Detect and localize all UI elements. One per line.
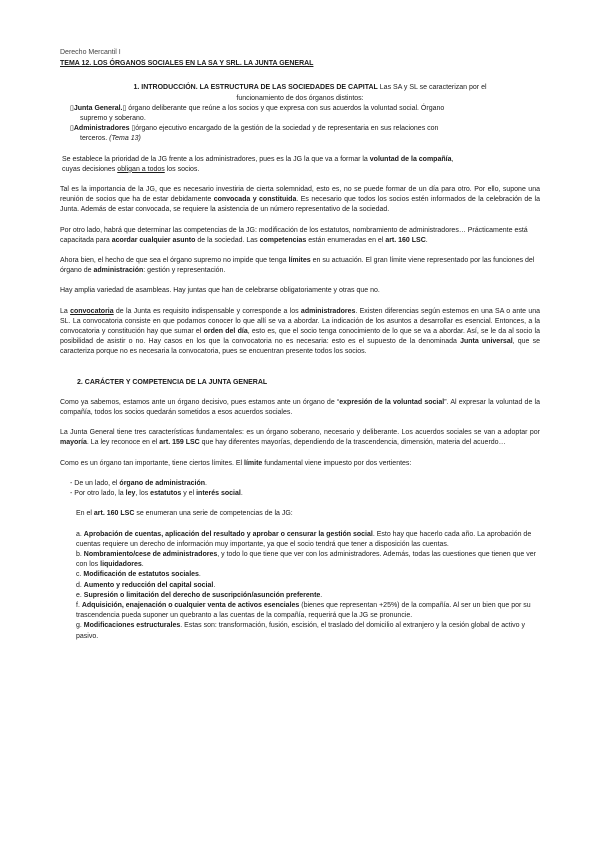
paragraph-prioridad: Se establece la prioridad de la JG frente a los administradores, pues es la JG la que va a formar la voluntad de la compañía, cuyas decisiones obligan a todos los socios. <box>62 155 454 173</box>
missing-glyph-icon: ▯ <box>129 125 136 133</box>
missing-glyph-icon: ▯ <box>70 104 74 112</box>
paragraph-asambleas: Hay amplia variedad de asambleas. Hay juntas que han de celebrarse obligatoriamente y otras que no. <box>60 287 380 295</box>
paragraph-competencias: Por otro lado, habrá que determinar las competencias de la JG: modificación de los estatutos, nombramiento de administradores… Prácticamente está capacitada para acordar cualquier asunto de la sociedad. Las competencias están enumeradas en el art. 160 LSC. <box>60 226 528 244</box>
paragraph-solemnidad: Tal es la importancia de la JG, que es necesario investiria de cierta solemnidad, esto es, no se puede formar de un día para otro. Por ello, supone una reunión de socios que ha de estar debidamente convocada y constituida. Es necesario que todos los socios estén informados de la celebración de la Junta. Además de estar convocada, se requiere la asistencia de un número representativo de la sociedad. <box>60 186 540 214</box>
course-header: Derecho Mercantil I <box>60 49 121 56</box>
list-item: d. Aumento y reducción del capital social. <box>76 581 216 589</box>
paragraph-convocatoria: La convocatoria de la Junta es requisito indispensable y corresponde a los administradores. Existen diferencias según estemos en una SA o ante una SL. La convocatoria consiste en que podamos conocer lo que allí se va a abordar. La indicación de los asuntos a desarrollar es esencial. Entonces, a la convocatoria y constitución hay que sumar el orden del día, esto es, que el socio tenga conocimiento de lo que se va a abordar. Así, se le da al socio la posibilidad de asistir o no. Hay casos en los que la convocatoria no es necesaria: esto es el supuesto de la denominada Junta universal, que se caracteriza porque no es necesaria la convocatoria, pues se encuentran presente todos los socios. <box>60 307 541 356</box>
document-title: TEMA 12. LOS ÓRGANOS SOCIALES EN LA SA Y SRL. LA JUNTA GENERAL <box>60 60 314 68</box>
paragraph-voluntad: Como ya sabemos, estamos ante un órgano decisivo, pues estamos ante un órgano de “expresión de la voluntad social”. Al expresar la voluntad de la compañía, todos los socios quedarán sometidos a esos acuerdos sociales. <box>60 398 540 417</box>
paragraph-art160: En el art. 160 LSC se enumeran una serie de competencias de la JG: <box>76 510 293 518</box>
list-item: e. Supresión o limitación del derecho de suscripción/asunción preferente. <box>76 591 323 599</box>
section1-heading-text: 1. INTRODUCCIÓN. LA ESTRUCTURA DE LAS SOCIEDADES DE CAPITAL <box>133 84 378 92</box>
paragraph-limites: Ahora bien, el hecho de que sea el órgano supremo no impide que tenga límites en su actuación. El gran límite viene representado por las funciones del órgano de administración: gestión y representación. <box>60 257 535 275</box>
paragraph-limite-fundamental: Como es un órgano tan importante, tiene ciertos límites. El límite fundamental viene impuesto por dos vertientes: <box>60 459 412 467</box>
list-item-organo: - De un lado, el órgano de administración. <box>70 479 207 487</box>
list-item: b. Nombramiento/cese de administradores, y todo lo que tiene que ver con los administradores. Además, todas las cuestiones que tienen que ver con los liquidadores. <box>76 550 536 569</box>
bullet-administradores: ▯Administradores ▯órgano ejecutivo encargado de la gestión de la sociedad y de representaria en sus relaciones con terceros. (Tema 13) <box>70 125 439 143</box>
competencias-list <box>60 530 540 642</box>
missing-glyph-icon: ▯ <box>70 125 74 133</box>
paragraph-caracteristicas: La Junta General tiene tres características fundamentales: es un órgano soberano, necesario y deliberante. Los acuerdos sociales se van a adoptar por mayoría. La ley reconoce en el art. 159 LSC que hay diferentes mayorías, dependiendo de la trascendencia, dimensión, materia del acuerdo… <box>60 429 540 447</box>
document-page <box>60 48 540 642</box>
list-item: f. Adquisición, enajenación o cualquier venta de activos esenciales (bienes que representan +25%) de la compañía. Al ser un bien que por su trascendencia pueda suponer un quebranto a las cuentas de la compañía, requerirá que la JG se pronuncie. <box>76 601 531 620</box>
list-item: g. Modificaciones estructurales. Estas son: transformación, fusión, escisión, el traslado del domicilio al extranjero y la cesión global de activo y pasivo. <box>76 622 526 640</box>
section2-heading: 2. CARÁCTER Y COMPETENCIA DE LA JUNTA GENERAL <box>77 378 268 386</box>
section1-heading-line2: funcionamiento de dos órganos distintos: <box>236 94 364 102</box>
bullet-junta-general: ▯Junta General.▯ órgano deliberante que reúne a los socios y que expresa con sus acuerdos la voluntad social. Órgano supremo y soberano. <box>70 104 445 123</box>
list-item: c. Modificación de estatutos sociales. <box>76 571 201 579</box>
section1-heading: 1. INTRODUCCIÓN. LA ESTRUCTURA DE LAS SOCIEDADES DE CAPITAL Las SA y SL se caracterizan por el <box>133 84 487 92</box>
list-item-ley: - Por otro lado, la ley, los estatutos y el interés social. <box>70 490 243 498</box>
list-item: a. Aprobación de cuentas, aplicación del resultado y aprobar o censurar la gestión social. Esto hay que hacerlo cada año. La aprobación de cuentas requiere un derecho de información muy importante, ya que el socio tendrá que tener a disposición las cuentas. <box>76 530 532 548</box>
missing-glyph-icon: ▯ <box>122 104 127 112</box>
